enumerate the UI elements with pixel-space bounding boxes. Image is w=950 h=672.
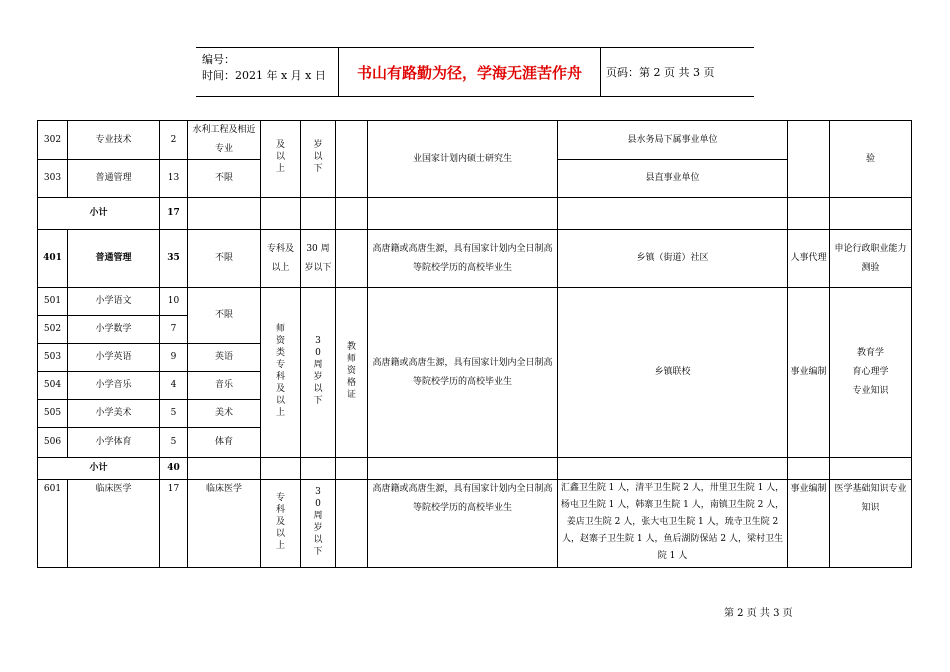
- cell-code: 302: [38, 121, 68, 160]
- cell-code: 401: [38, 230, 68, 288]
- page-header: [196, 47, 754, 97]
- cell-position: 小学英语: [68, 344, 160, 372]
- recruitment-table: [37, 120, 912, 568]
- cell-unit: 汇鑫卫生院 1 人，清平卫生院 2 人，卅里卫生院 1 人，杨屯卫生院 1 人，韩寨卫生院 1 人，南镇卫生院 2 人，姜店卫生院 2 人，张大屯卫生院 1 人，琉寺卫生院 2 人，赵寨子卫生院 1 人，鱼后湖防保站 2 人，梁村卫生院 1 人: [558, 480, 788, 568]
- cell-count: 4: [160, 372, 188, 400]
- cell-major: 英语: [188, 344, 261, 372]
- cell-condition: 高唐籍或高唐生源，具有国家计划内全日制高等院校学历的高校毕业生: [368, 230, 558, 288]
- cell-management: [788, 121, 830, 198]
- cell-major: 临床医学: [188, 480, 261, 568]
- cell-education: 师资类专科及以上: [261, 288, 301, 458]
- cell-major: 体育: [188, 428, 261, 458]
- cell-position: 临床医学: [68, 480, 160, 568]
- cell-condition: 高唐籍或高唐生源，具有国家计划内全日制高等院校学历的高校毕业生: [368, 480, 558, 568]
- cell-position: 小学数学: [68, 316, 160, 344]
- cell-code: 506: [38, 428, 68, 458]
- cell-count: 5: [160, 428, 188, 458]
- cell-position: 专业技术: [68, 121, 160, 160]
- cell-unit: 县水务局下属事业单位: [558, 121, 788, 160]
- cell-management: 人事代理: [788, 230, 830, 288]
- cell-count: 5: [160, 400, 188, 428]
- cell-major: 音乐: [188, 372, 261, 400]
- header-meta: [202, 52, 326, 84]
- subtotal-count: 17: [160, 198, 188, 230]
- cell-code: 504: [38, 372, 68, 400]
- cell-exam: 教育学 育心理学 专业知识: [830, 288, 912, 458]
- cell-condition: 高唐籍或高唐生源，具有国家计划内全日制高等院校学历的高校毕业生: [368, 288, 558, 458]
- cell-age: 岁以下: [301, 121, 336, 198]
- cell-count: 9: [160, 344, 188, 372]
- cell-other: [336, 121, 368, 198]
- cell-position: 小学音乐: [68, 372, 160, 400]
- cell-position: 普通管理: [68, 230, 160, 288]
- cell-education: 专科及以上: [261, 230, 301, 288]
- cell-education: 及以上: [261, 121, 301, 198]
- cell-major: 水利工程及相近专业: [188, 121, 261, 160]
- cell-code: 503: [38, 344, 68, 372]
- cell-major: 不限: [188, 160, 261, 198]
- cell-condition: 业国家计划内硕士研究生: [368, 121, 558, 198]
- cell-major: 不限: [188, 288, 261, 344]
- cell-position: 小学美术: [68, 400, 160, 428]
- cell-code: 303: [38, 160, 68, 198]
- cell-other: [336, 480, 368, 568]
- cell-major: 美术: [188, 400, 261, 428]
- cell-major: 不限: [188, 230, 261, 288]
- cell-other: [336, 230, 368, 288]
- cell-position: 小学语文: [68, 288, 160, 316]
- cell-unit: 县直事业单位: [558, 160, 788, 198]
- cell-unit: 乡镇联校: [558, 288, 788, 458]
- subtotal-count: 40: [160, 458, 188, 480]
- cell-age: 30 周岁以下: [301, 480, 336, 568]
- cell-management: 事业编制: [788, 288, 830, 458]
- doc-time-label: 时间：2021 年 x 月 x 日: [202, 69, 326, 82]
- subtotal-label: 小计: [38, 458, 160, 480]
- subtotal-label: 小计: [38, 198, 160, 230]
- cell-exam: 验: [830, 121, 912, 198]
- header-motto: 书山有路勤为径，学海无涯苦作舟: [338, 48, 601, 96]
- cell-count: 2: [160, 121, 188, 160]
- cell-position: 小学体育: [68, 428, 160, 458]
- subtotal-row: [38, 458, 912, 480]
- cell-count: 17: [160, 480, 188, 568]
- cell-age: 30 周岁以下: [301, 230, 336, 288]
- header-page-info: 页码：第 2 页 共 3 页: [606, 66, 715, 79]
- cell-count: 13: [160, 160, 188, 198]
- cell-age: 30 周岁以下: [301, 288, 336, 458]
- doc-number-label: 编号：: [202, 53, 235, 66]
- cell-education: 专科及以上: [261, 480, 301, 568]
- cell-code: 601: [38, 480, 68, 568]
- cell-exam: 申论行政职业能力测验: [830, 230, 912, 288]
- table-row: [38, 480, 912, 568]
- subtotal-row: [38, 198, 912, 230]
- cell-code: 502: [38, 316, 68, 344]
- table-row: [38, 230, 912, 288]
- cell-count: 7: [160, 316, 188, 344]
- cell-certificate: 教师资格证: [336, 288, 368, 458]
- page-footer: 第 2 页 共 3 页: [724, 608, 793, 619]
- cell-position: 普通管理: [68, 160, 160, 198]
- cell-unit: 乡镇（街道）社区: [558, 230, 788, 288]
- cell-code: 501: [38, 288, 68, 316]
- table-row: [38, 121, 912, 160]
- cell-code: 505: [38, 400, 68, 428]
- cell-count: 35: [160, 230, 188, 288]
- cell-management: 事业编制: [788, 480, 830, 568]
- cell-count: 10: [160, 288, 188, 316]
- cell-exam: 医学基础知识专业知识: [830, 480, 912, 568]
- table-row: [38, 288, 912, 316]
